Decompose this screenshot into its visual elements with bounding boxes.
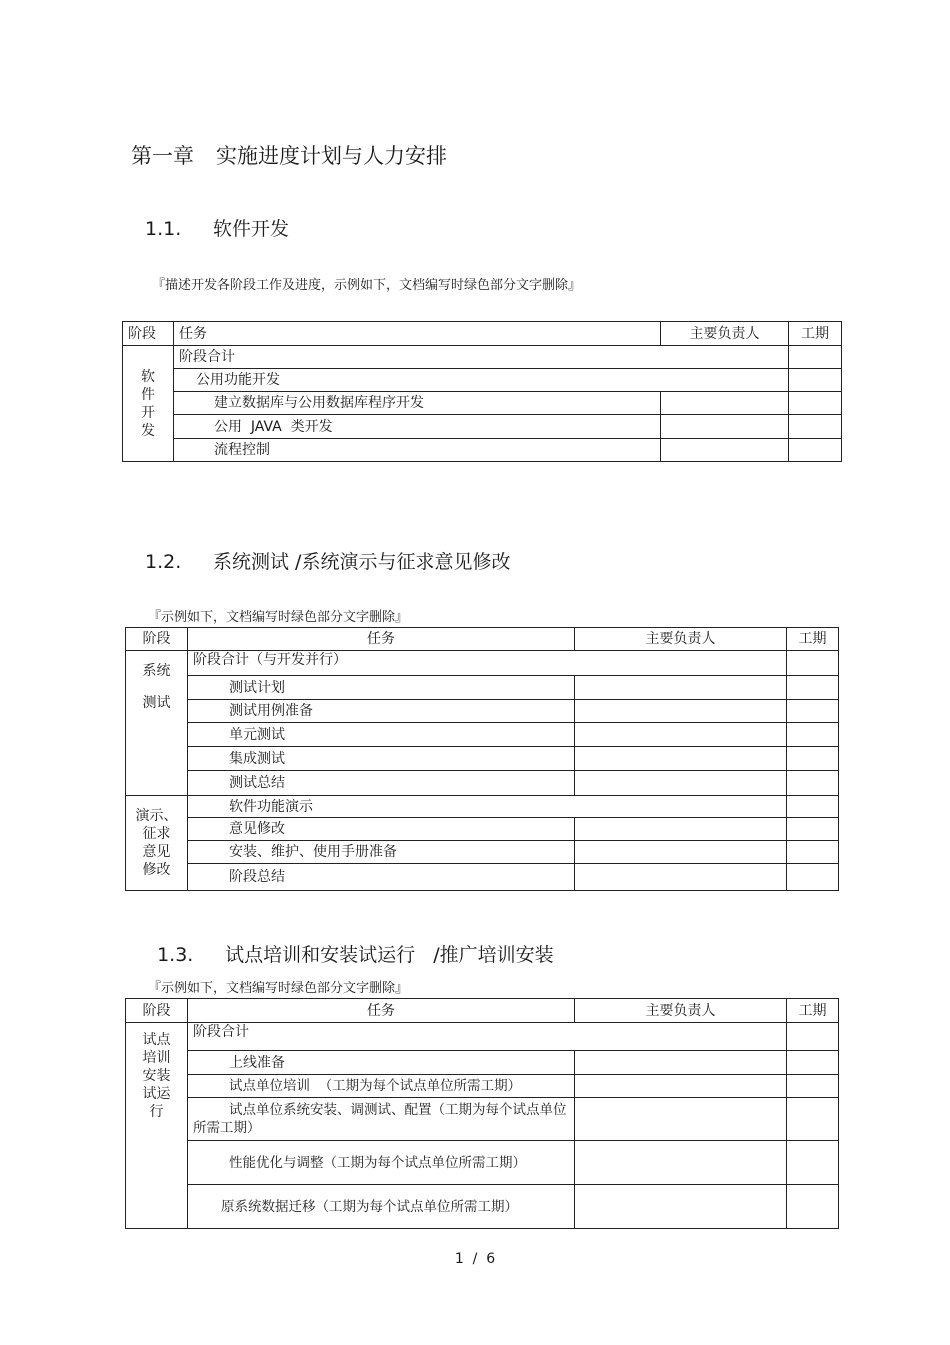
chapter-title: 实施进度计划与人力安排 (216, 144, 447, 168)
stage-text: 行 (149, 1104, 164, 1120)
task-cell: 性能优化与调整（工期为每个试点单位所需工期） (188, 1141, 575, 1185)
task-cell: 流程控制 (174, 439, 661, 462)
duration-cell (789, 439, 842, 462)
header-task: 任务 (174, 322, 661, 346)
task-cell: 上线准备 (188, 1051, 575, 1075)
table-header-row (126, 628, 839, 651)
duration-cell (789, 369, 842, 392)
section-note: 『示例如下，文档编写时绿色部分文字删除』 (148, 981, 409, 996)
duration-cell (787, 723, 839, 747)
owner-cell (575, 747, 787, 771)
header-duration: 工期 (787, 999, 839, 1023)
duration-cell (789, 392, 842, 415)
stage-cell (126, 796, 188, 891)
duration-cell (787, 747, 839, 771)
table-header-row (126, 999, 839, 1023)
task-cell: 公用 JAVA 类开发 (174, 415, 661, 439)
owner-cell (575, 1075, 787, 1098)
header-owner: 主要负责人 (575, 628, 787, 651)
stage-text: 试运 (142, 1086, 171, 1102)
task-cell: 软件功能演示 (188, 796, 787, 818)
duration-cell (787, 1141, 839, 1185)
header-task: 任务 (188, 628, 575, 651)
stage-text: 修改 (142, 862, 171, 878)
duration-cell (787, 864, 839, 891)
stage-cell (126, 1023, 188, 1229)
section-number: 1.2. (145, 551, 182, 573)
section-note: 『示例如下，文档编写时绿色部分文字删除』 (148, 610, 409, 625)
section-title: 系统测试 /系统演示与征求意见修改 (213, 551, 511, 573)
stage-text: 测试 (142, 695, 171, 711)
stage-cell (126, 651, 188, 796)
header-owner: 主要负责人 (575, 999, 787, 1023)
duration-cell (787, 1098, 839, 1141)
task-cell: 测试总结 (188, 771, 575, 796)
duration-cell (787, 771, 839, 796)
owner-cell (575, 1141, 787, 1185)
stage-text: 培训 (142, 1050, 171, 1066)
table-row (126, 1098, 839, 1141)
section-number: 1.1. (145, 218, 182, 240)
duration-cell (789, 346, 842, 369)
stage-char: 开 (141, 404, 155, 421)
table-row (126, 1023, 839, 1051)
task-cell: 建立数据库与公用数据库程序开发 (174, 392, 661, 415)
stage-text: 系统 (142, 663, 171, 679)
task-cell: 公用功能开发 (174, 369, 789, 392)
header-stage: 阶段 (126, 628, 188, 651)
chapter-number: 第一章 (131, 144, 194, 168)
stage-char: 软 (141, 368, 155, 385)
table-row (123, 415, 842, 439)
task-cell: 阶段合计（与开发并行） (188, 651, 787, 676)
stage-text: 试点 (142, 1032, 171, 1048)
stage-char: 件 (141, 386, 155, 403)
table-row (123, 346, 842, 369)
table-row (126, 1075, 839, 1098)
table-row (126, 651, 839, 676)
table-row (126, 1185, 839, 1229)
table-row (126, 700, 839, 723)
header-owner: 主要负责人 (661, 322, 789, 346)
duration-cell (787, 796, 839, 818)
task-cell: 阶段总结 (188, 864, 575, 891)
owner-cell (575, 818, 787, 841)
section-heading-1-3 (145, 918, 554, 967)
stage-cell (123, 346, 174, 462)
header-stage: 阶段 (123, 322, 174, 346)
table-row (126, 676, 839, 700)
task-cell: 原系统数据迁移（工期为每个试点单位所需工期） (188, 1185, 575, 1229)
task-cell: 阶段合计 (174, 346, 789, 369)
table-row (126, 723, 839, 747)
duration-cell (787, 841, 839, 864)
task-cell: 测试计划 (188, 676, 575, 700)
owner-cell (575, 676, 787, 700)
task-cell: 安装、维护、使用手册准备 (188, 841, 575, 864)
owner-cell (661, 415, 789, 439)
task-cell: 试点单位培训 （工期为每个试点单位所需工期） (188, 1075, 575, 1098)
duration-cell (787, 1185, 839, 1229)
task-cell: 试点单位系统安装、调测试、配置（工期为每个试点单位所需工期） (188, 1098, 575, 1141)
schedule-table-pilot (125, 998, 839, 1229)
owner-cell (575, 841, 787, 864)
owner-cell (575, 700, 787, 723)
stage-char: 发 (141, 422, 155, 439)
table-row (126, 1051, 839, 1075)
page-number: 1 / 6 (454, 1251, 496, 1267)
task-cell: 集成测试 (188, 747, 575, 771)
header-task: 任务 (188, 999, 575, 1023)
owner-cell (661, 439, 789, 462)
duration-cell (787, 818, 839, 841)
section-heading-1-2 (145, 547, 510, 574)
schedule-table-testing (125, 627, 839, 891)
task-cell: 单元测试 (188, 723, 575, 747)
table-row (126, 747, 839, 771)
section-title: 软件开发 (213, 218, 290, 240)
task-cell: 意见修改 (188, 818, 575, 841)
table-row (126, 771, 839, 796)
chapter-heading (131, 140, 447, 170)
table-row (126, 864, 839, 891)
table-row (126, 818, 839, 841)
owner-cell (575, 723, 787, 747)
duration-cell (787, 676, 839, 700)
header-stage: 阶段 (126, 999, 188, 1023)
duration-cell (787, 1051, 839, 1075)
task-cell: 测试用例准备 (188, 700, 575, 723)
section-title: 试点培训和安装试运行 /推广培训安装 (225, 944, 554, 966)
schedule-table-software (122, 321, 842, 462)
duration-cell (787, 700, 839, 723)
table-header-row (123, 322, 842, 346)
duration-cell (789, 415, 842, 439)
duration-cell (787, 1075, 839, 1098)
section-heading-1-1 (145, 214, 289, 241)
table-row (126, 796, 839, 818)
task-cell: 阶段合计 (188, 1023, 787, 1051)
owner-cell (661, 392, 789, 415)
owner-cell (575, 771, 787, 796)
header-duration: 工期 (787, 628, 839, 651)
table-row (123, 392, 842, 415)
stage-text: 演示、 (135, 808, 178, 824)
stage-text: 征求 (142, 826, 171, 842)
owner-cell (575, 1051, 787, 1075)
table-row (126, 841, 839, 864)
stage-text: 意见 (142, 844, 171, 860)
table-row (123, 439, 842, 462)
owner-cell (575, 864, 787, 891)
section-note: 『描述开发各阶段工作及进度，示例如下，文档编写时绿色部分文字删除』 (152, 278, 582, 293)
duration-cell (787, 1023, 839, 1051)
stage-text: 安装 (142, 1068, 171, 1084)
owner-cell (575, 1185, 787, 1229)
section-number: 1.3. (157, 944, 194, 966)
duration-cell (787, 651, 839, 676)
owner-cell (575, 1098, 787, 1141)
header-duration: 工期 (789, 322, 842, 346)
table-row (126, 1141, 839, 1185)
table-row (123, 369, 842, 392)
